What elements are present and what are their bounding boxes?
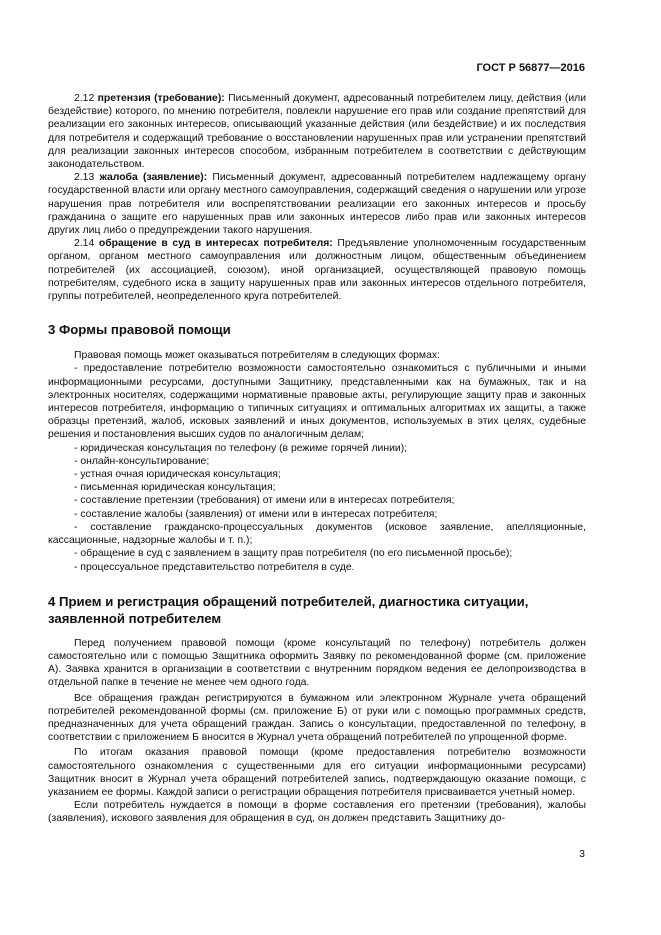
definition-2-12 — [48, 92, 586, 171]
section-3-intro: Правовая помощь может оказываться потребителям в следующих формах: — [74, 350, 440, 362]
definition-term: претензия (требование): — [97, 93, 225, 104]
list-item: - устная очная юридическая консультация; — [74, 469, 281, 481]
section-3-heading: 3 Формы правовой помощи — [48, 322, 231, 338]
list-item: - процессуальное представительство потребителя в суде. — [74, 561, 355, 573]
definition-text: Предъявление уполномоченным государственным органом, органом местного самоуправления или должностным лицом, общественным объединением потребителей (их ассоциацией, союзом), иной организацией, осуществляющей правовую помощь потребителям, судебного иска в защиту нарушенных прав или законных интересов отдельного потребителя, группы потребителей, неопределенного круга потребителей. — [48, 238, 586, 303]
section-4-heading: 4 Прием и регистрация обращений потребителей, диагностика ситуации, заявленной потребителем — [48, 593, 529, 626]
definition-term: обращение в суд в интересах потребителя: — [98, 238, 333, 250]
list-item: - юридическая консультация по телефону (в режиме горячей линии); — [74, 442, 408, 454]
definition-text: Письменный документ, адресованный потребителем лицу, действия (или бездействие) которого, по мнению потребителя, повлекли нарушение его прав или создание препятствий для реализации его законных интересов, описывающий указанные действия (или бездействие) и их последствия для потребителя и содержащий требование о восстановлении нарушенных прав или устранении препятствий для реализации законных интересов способом, избранным потребителем в соответствии с действующим законодательством. — [48, 93, 587, 171]
list-item: - составление претензии (требования) от имени или в интересах потребителя; — [74, 495, 455, 507]
definition-text: Письменный документ, адресованный потребителем надлежащему органу государственной власти или органу местного самоуправления, содержащий сведения о нарушении или угрозе нарушения прав потребителя или воспрепятствовании реализации его законных интересов и просьбу гражданина о защите его нарушенных прав или законных интересов либо прав или законных интересов других лиц либо о предупреждении такого нарушения. — [48, 172, 586, 237]
definition-2-13 — [48, 171, 586, 237]
definition-2-14 — [48, 237, 586, 303]
list-item: - предоставление потребителю возможности самостоятельно ознакомиться с публичными и иными информационными ресурсами, доступными Защитнику, представленными как на бумажных, так и на электронных носителях, содержащими нормативные правовые акты, регулирующие защиту прав и законных интересов потребителя, информацию о типичных ситуациях и оптимальных алгоритмах их защиты, а также образцы претензий, жалоб, исковых заявлений и иных документов, используемых в этих целях, судебные решения и постановления высших судов по аналогичным делам; — [48, 363, 586, 441]
list-item: - составление гражданско-процессуальных документов (исковое заявление, апелляционные, кассационные, надзорные жалобы и т. п.); — [48, 521, 586, 547]
list-item: - составление жалобы (заявления) от имени или в интересах потребителя; — [74, 508, 438, 520]
list-item: - онлайн-консультирование; — [74, 455, 210, 467]
document-code: ГОСТ Р 56877—2016 — [476, 62, 585, 74]
section-4-paragraph: Если потребитель нуждается в помощи в форме составления его претензии (требования), жалобы (заявления), искового заявления для обращения в суд, он должен представить Защитнику до- — [48, 800, 586, 825]
definition-number: 2.14 — [74, 238, 95, 250]
section-4-paragraph: Перед получением правовой помощи (кроме консультаций по телефону) потребитель должен самостоятельно или с помощью Защитника оформить Заявку по рекомендованной форме (см. приложение А). Заявка хранится в организации в соответствии с внутренним порядком ведения ее делопроизводства в отдельной папке в течение не менее чем одного года. — [48, 637, 586, 689]
definition-number: 2.12 — [74, 93, 95, 104]
section-4-paragraph: Все обращения граждан регистрируются в бумажном или электронном Журнале учета обращений потребителей рекомендованной формы (см. приложение Б) от руки или с помощью программных средств, предназначенных для учета обращений граждан. Запись о консультации, предоставленной по телефону, в соответствии с приложением Б вносится в Журнал учета обращений потребителей по упрощенной форме. — [48, 692, 586, 744]
list-item: - обращение в суд с заявлением в защиту прав потребителя (по его письменной просьбе); — [74, 548, 513, 560]
definition-term: жалоба (заявление): — [99, 172, 208, 184]
definition-number: 2.13 — [74, 172, 95, 184]
list-item: - письменная юридическая консультация; — [74, 482, 276, 494]
page-number: 3 — [579, 848, 585, 860]
page-content — [48, 92, 586, 826]
section-4-paragraph: По итогам оказания правовой помощи (кроме предоставления потребителю возможности самостоятельного ознакомления с существенными для его ситуации информационными ресурсами) Защитник вносит в Журнал учета обращений потребителей запись, подтверждающую оказание помощи, с указанием ее формы. Каждой записи о регистрации обращения потребителя присваивается учетный номер. — [48, 747, 586, 798]
